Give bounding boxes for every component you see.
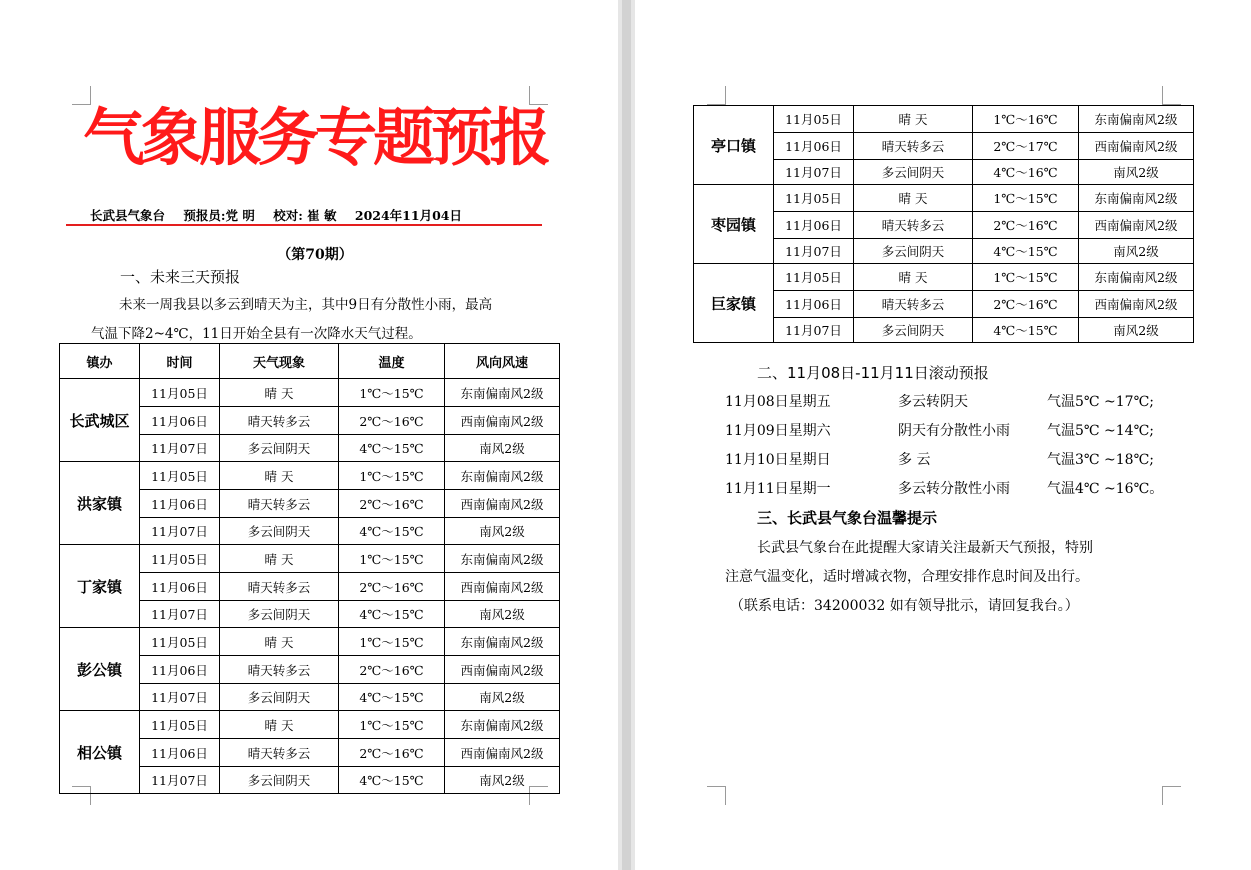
forecast-table-page1 bbox=[59, 343, 560, 794]
weather-cell: 多云间阴天 bbox=[220, 435, 339, 462]
document-title: 气象服务专题预报 bbox=[82, 101, 547, 174]
temperature-cell: 1℃～15℃ bbox=[339, 545, 445, 573]
weather-cell: 多云间阴天 bbox=[220, 518, 339, 545]
contact-line: （联系电话：34200032 如有领导批示，请回复我台。） bbox=[730, 598, 1079, 614]
margin-mark-bottom-right bbox=[1162, 786, 1181, 805]
date-cell: 11月06日 bbox=[774, 291, 854, 318]
temperature-cell: 2℃～16℃ bbox=[973, 291, 1079, 318]
date-cell: 11月07日 bbox=[140, 767, 220, 794]
date-cell: 11月06日 bbox=[140, 573, 220, 601]
temperature-cell: 4℃～15℃ bbox=[339, 767, 445, 794]
weather-cell: 多云间阴天 bbox=[220, 684, 339, 711]
town-name: 长武城区 bbox=[60, 379, 140, 462]
date-cell: 11月07日 bbox=[774, 239, 854, 264]
date-cell: 11月06日 bbox=[140, 490, 220, 518]
wind-cell: 南风2级 bbox=[445, 435, 560, 462]
issue-number: （第70期） bbox=[277, 247, 353, 263]
issuer-line bbox=[90, 206, 476, 224]
table-row bbox=[694, 106, 1194, 133]
wind-cell: 西南偏南风2级 bbox=[445, 573, 560, 601]
wind-cell: 西南偏南风2级 bbox=[445, 407, 560, 435]
table-row bbox=[60, 379, 560, 407]
checker-name: 校对: 崔 敏 bbox=[273, 208, 337, 223]
date-cell: 11月05日 bbox=[774, 106, 854, 133]
wind-cell: 东南偏南风2级 bbox=[1079, 185, 1194, 212]
roll-temperature: 气温5℃ ~14℃; bbox=[1047, 423, 1154, 439]
date-cell: 11月06日 bbox=[140, 739, 220, 767]
town-name: 亭口镇 bbox=[694, 106, 774, 185]
table-row bbox=[60, 462, 560, 490]
weather-cell: 晴天转多云 bbox=[854, 291, 973, 318]
roll-date: 11月08日星期五 bbox=[725, 394, 831, 410]
header-rule bbox=[66, 224, 542, 226]
temperature-cell: 4℃～15℃ bbox=[339, 435, 445, 462]
table-row bbox=[60, 711, 560, 739]
temperature-cell: 1℃～15℃ bbox=[973, 185, 1079, 212]
weather-cell: 晴 天 bbox=[220, 462, 339, 490]
temperature-cell: 4℃～16℃ bbox=[973, 160, 1079, 185]
tips-line2: 注意气温变化，适时增减衣物，合理安排作息时间及出行。 bbox=[725, 569, 1089, 585]
wind-cell: 西南偏南风2级 bbox=[445, 656, 560, 684]
date-cell: 11月05日 bbox=[774, 185, 854, 212]
town-name: 相公镇 bbox=[60, 711, 140, 794]
town-name: 彭公镇 bbox=[60, 628, 140, 711]
town-name: 枣园镇 bbox=[694, 185, 774, 264]
wind-cell: 南风2级 bbox=[445, 518, 560, 545]
forecast-table-page2 bbox=[693, 105, 1194, 343]
section1-text-line1: 未来一周我县以多云到晴天为主，其中9日有分散性小雨，最高 bbox=[119, 297, 493, 313]
section1-text-line2: 气温下降2~4℃，11日开始全县有一次降水天气过程。 bbox=[91, 326, 422, 342]
section3-heading: 三、长武县气象台温馨提示 bbox=[757, 509, 938, 527]
header-town: 镇办 bbox=[60, 344, 140, 379]
roll-weather: 阴天有分散性小雨 bbox=[898, 423, 1010, 439]
temperature-cell: 1℃～15℃ bbox=[973, 264, 1079, 291]
header-weather: 天气现象 bbox=[220, 344, 339, 379]
wind-cell: 东南偏南风2级 bbox=[445, 628, 560, 656]
weather-cell: 多云间阴天 bbox=[854, 318, 973, 343]
tips-line1: 长武县气象台在此提醒大家请关注最新天气预报，特别 bbox=[757, 540, 1093, 556]
weather-cell: 多云间阴天 bbox=[220, 601, 339, 628]
date-cell: 11月05日 bbox=[140, 462, 220, 490]
wind-cell: 东南偏南风2级 bbox=[445, 545, 560, 573]
date-cell: 11月05日 bbox=[140, 628, 220, 656]
date-cell: 11月07日 bbox=[774, 160, 854, 185]
weather-cell: 晴 天 bbox=[220, 711, 339, 739]
date-cell: 11月06日 bbox=[774, 212, 854, 239]
weather-cell: 晴 天 bbox=[220, 379, 339, 407]
weather-cell: 晴天转多云 bbox=[220, 739, 339, 767]
roll-date: 11月11日星期一 bbox=[725, 481, 831, 497]
wind-cell: 东南偏南风2级 bbox=[1079, 264, 1194, 291]
header-temperature: 温度 bbox=[339, 344, 445, 379]
margin-mark-top-right bbox=[1162, 86, 1181, 105]
temperature-cell: 4℃～15℃ bbox=[339, 684, 445, 711]
weather-cell: 多云间阴天 bbox=[854, 160, 973, 185]
section1-heading: 一、未来三天预报 bbox=[120, 268, 241, 286]
temperature-cell: 1℃～15℃ bbox=[339, 628, 445, 656]
temperature-cell: 4℃～15℃ bbox=[339, 518, 445, 545]
wind-cell: 南风2级 bbox=[1079, 318, 1194, 343]
date-cell: 11月07日 bbox=[140, 518, 220, 545]
roll-temperature: 气温3℃ ~18℃; bbox=[1047, 452, 1154, 468]
weather-cell: 多云间阴天 bbox=[854, 239, 973, 264]
temperature-cell: 2℃～16℃ bbox=[339, 407, 445, 435]
town-name: 丁家镇 bbox=[60, 545, 140, 628]
issue-date: 2024年11月04日 bbox=[354, 208, 462, 223]
weather-cell: 晴天转多云 bbox=[220, 573, 339, 601]
wind-cell: 西南偏南风2级 bbox=[445, 490, 560, 518]
roll-weather: 多 云 bbox=[898, 452, 931, 468]
roll-temperature: 气温4℃ ~16℃。 bbox=[1047, 481, 1164, 497]
weather-cell: 晴天转多云 bbox=[854, 212, 973, 239]
wind-cell: 南风2级 bbox=[1079, 239, 1194, 264]
temperature-cell: 1℃～16℃ bbox=[973, 106, 1079, 133]
temperature-cell: 2℃～17℃ bbox=[973, 133, 1079, 160]
town-name: 洪家镇 bbox=[60, 462, 140, 545]
date-cell: 11月06日 bbox=[774, 133, 854, 160]
date-cell: 11月05日 bbox=[140, 379, 220, 407]
weather-cell: 晴 天 bbox=[220, 545, 339, 573]
wind-cell: 西南偏南风2级 bbox=[1079, 133, 1194, 160]
roll-weather: 多云转阴天 bbox=[898, 394, 968, 410]
table-row bbox=[694, 264, 1194, 291]
roll-temperature: 气温5℃ ~17℃; bbox=[1047, 394, 1154, 410]
wind-cell: 南风2级 bbox=[1079, 160, 1194, 185]
temperature-cell: 1℃～15℃ bbox=[339, 379, 445, 407]
temperature-cell: 4℃～15℃ bbox=[973, 318, 1079, 343]
wind-cell: 南风2级 bbox=[445, 601, 560, 628]
town-name: 巨家镇 bbox=[694, 264, 774, 343]
date-cell: 11月07日 bbox=[140, 601, 220, 628]
roll-date: 11月10日星期日 bbox=[725, 452, 831, 468]
weather-cell: 晴天转多云 bbox=[220, 656, 339, 684]
table-row bbox=[60, 545, 560, 573]
wind-cell: 东南偏南风2级 bbox=[445, 711, 560, 739]
weather-cell: 晴 天 bbox=[854, 264, 973, 291]
weather-cell: 晴 天 bbox=[854, 106, 973, 133]
table-row bbox=[694, 185, 1194, 212]
date-cell: 11月07日 bbox=[774, 318, 854, 343]
weather-cell: 晴天转多云 bbox=[854, 133, 973, 160]
temperature-cell: 4℃～15℃ bbox=[339, 601, 445, 628]
wind-cell: 东南偏南风2级 bbox=[445, 379, 560, 407]
weather-cell: 晴 天 bbox=[220, 628, 339, 656]
temperature-cell: 2℃～16℃ bbox=[973, 212, 1079, 239]
forecaster-name: 预报员:党 明 bbox=[183, 208, 255, 223]
date-cell: 11月05日 bbox=[140, 711, 220, 739]
temperature-cell: 1℃～15℃ bbox=[339, 711, 445, 739]
wind-cell: 东南偏南风2级 bbox=[1079, 106, 1194, 133]
date-cell: 11月07日 bbox=[140, 684, 220, 711]
table-header-row bbox=[60, 344, 560, 379]
wind-cell: 南风2级 bbox=[445, 684, 560, 711]
page-gutter-shadow bbox=[622, 0, 631, 870]
wind-cell: 西南偏南风2级 bbox=[1079, 212, 1194, 239]
temperature-cell: 1℃～15℃ bbox=[339, 462, 445, 490]
temperature-cell: 2℃～16℃ bbox=[339, 656, 445, 684]
wind-cell: 东南偏南风2级 bbox=[445, 462, 560, 490]
temperature-cell: 2℃～16℃ bbox=[339, 739, 445, 767]
wind-cell: 西南偏南风2级 bbox=[445, 739, 560, 767]
temperature-cell: 2℃～16℃ bbox=[339, 573, 445, 601]
date-cell: 11月05日 bbox=[140, 545, 220, 573]
header-time: 时间 bbox=[140, 344, 220, 379]
date-cell: 11月06日 bbox=[140, 656, 220, 684]
margin-mark-top-left bbox=[707, 86, 726, 105]
temperature-cell: 2℃～16℃ bbox=[339, 490, 445, 518]
margin-mark-bottom-left bbox=[707, 786, 726, 805]
weather-cell: 晴天转多云 bbox=[220, 407, 339, 435]
wind-cell: 南风2级 bbox=[445, 767, 560, 794]
roll-weather: 多云转分散性小雨 bbox=[898, 481, 1010, 497]
date-cell: 11月07日 bbox=[140, 435, 220, 462]
wind-cell: 西南偏南风2级 bbox=[1079, 291, 1194, 318]
roll-date: 11月09日星期六 bbox=[725, 423, 831, 439]
agency-name: 长武县气象台 bbox=[90, 208, 166, 223]
date-cell: 11月05日 bbox=[774, 264, 854, 291]
section2-heading: 二、11月08日-11月11日滚动预报 bbox=[757, 364, 989, 382]
header-wind: 风向风速 bbox=[445, 344, 560, 379]
temperature-cell: 4℃～15℃ bbox=[973, 239, 1079, 264]
weather-cell: 多云间阴天 bbox=[220, 767, 339, 794]
date-cell: 11月06日 bbox=[140, 407, 220, 435]
table-row bbox=[60, 628, 560, 656]
weather-cell: 晴 天 bbox=[854, 185, 973, 212]
weather-cell: 晴天转多云 bbox=[220, 490, 339, 518]
